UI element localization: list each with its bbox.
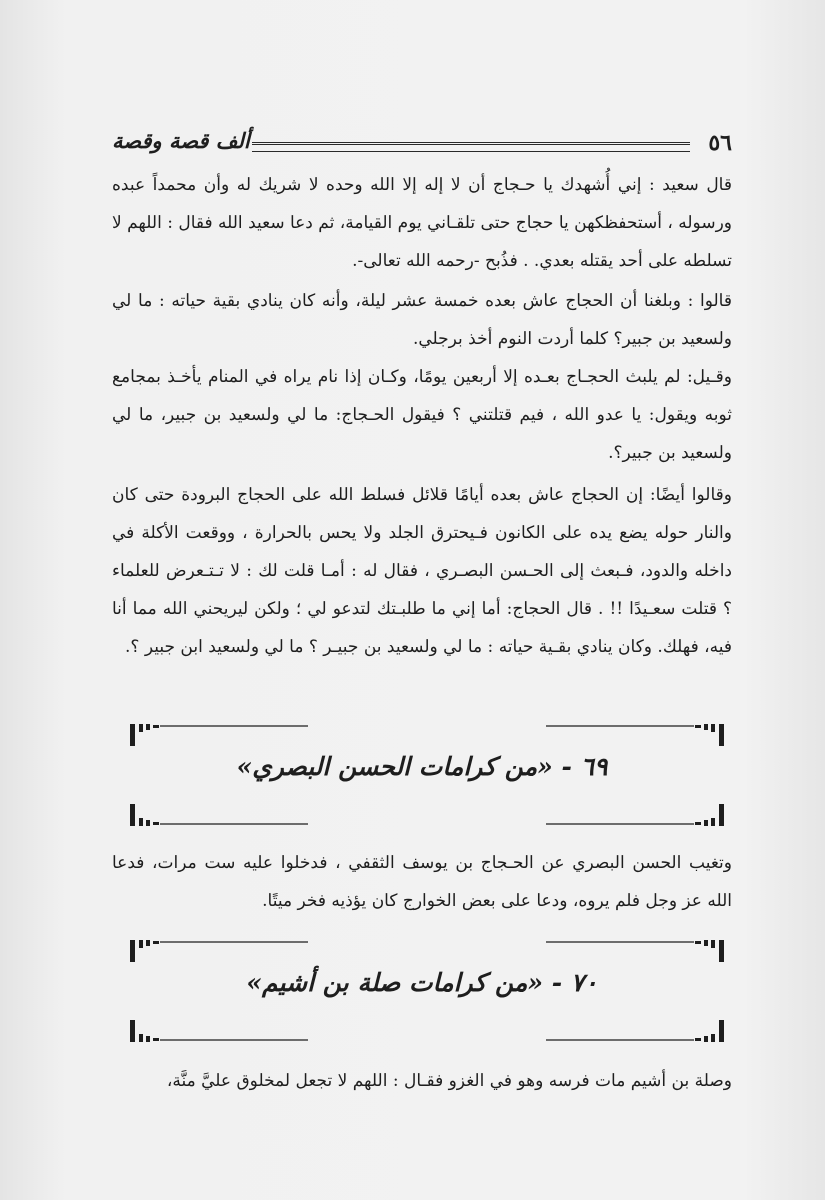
ornament-top-left [130, 938, 310, 966]
paragraph-2: قالوا : وبلغنا أن الحجاج عاش بعده خمسة عشر ليلة، وأنه كان ينادي بقية حياته : ما لي ولسعيد بن جبير؟ كلما أردت النوم أخذ برجلي. [112, 291, 732, 349]
page-number: ٥٦ [708, 130, 732, 156]
section-title-70: ٧٠ - «من كرامات صلة بن أشيم» [246, 968, 598, 997]
running-title: ألف قصة وقصة [112, 128, 250, 153]
ornament-bottom-left [130, 800, 310, 828]
paragraph-4: وقالوا أيضًا: إن الحجاج عاش بعده أيامًا قلائل فسلط الله على الحجاج البرودة حتى كان والنار حوله يضع يده على الكانون فـيحترق الجلد ولا يحس بالحرارة ، ووقعت الأكلة في داخله والدود، فـبعث إلى الحـسن البصـري ، فقال له : أمـا قلت لك : لا تـتـعرض للعلماء ؟ قتلت سعـيدًا !! . قال الحجاج: أما إني ما طلبـتك لتدعو لي ؛ ولكن ليريحني الله مما أنا فيه، فهلك. وكان ينادي بقـية حياته : ما لي ولسعيد بن جبيـر ؟ ما لي ولسعيد ابن جبير ؟. [112, 485, 732, 657]
paragraph-3: وقـيل: لم يلبث الحجـاج بعـده إلا أربعين يومًا، وكـان إذا نام يراه في المنام يأخـذ بمجامع ثوبه ويقول: يا عدو الله ، فيم قتلتني ؟ فيقول الحـجاج: ما لي ولسعيد بن جبير، ما لي ولسعيد بن جبير؟. [112, 367, 732, 463]
ornament-bottom-right [544, 1016, 724, 1044]
paragraph-1: قال سعيد : إني أُشهدك يا حـجاج أن لا إله إلا الله وحده لا شريك له وأن محمداً عبده ورسوله ، أستحفظكهن يا حجاج حتى تلقـاني يوم القيامة، ثم دعا سعيد الله فقال : اللهم لا تسلطه على أحد يقتله بعدي. . فذُبح -رحمه الله تعالى-. [112, 175, 732, 271]
ornament-top-right [544, 722, 724, 750]
ornament-bottom-left [130, 1016, 310, 1044]
section-heading-70 [112, 930, 732, 1052]
paragraph-5: وتغيب الحسن البصري عن الحـجاج بن يوسف الثقفي ، فدخلوا عليه ست مرات، فدعا الله عز وجل فلم يروه، ودعا على بعض الخوارج كان يؤذيه فخر ميتًا. [112, 853, 732, 911]
header-rule [252, 142, 690, 152]
paragraph-6: وصلة بن أشيم مات فرسه وهو في الغزو فقـال : اللهم لا تجعل لمخلوق عليَّ منَّة، [166, 1071, 732, 1091]
section-title-69: ٦٩ - «من كرامات الحسن البصري» [236, 752, 608, 781]
ornament-top-left [130, 722, 310, 750]
ornament-bottom-right [544, 800, 724, 828]
section-heading-69 [112, 714, 732, 836]
ornament-top-right [544, 938, 724, 966]
page-header [112, 126, 732, 162]
